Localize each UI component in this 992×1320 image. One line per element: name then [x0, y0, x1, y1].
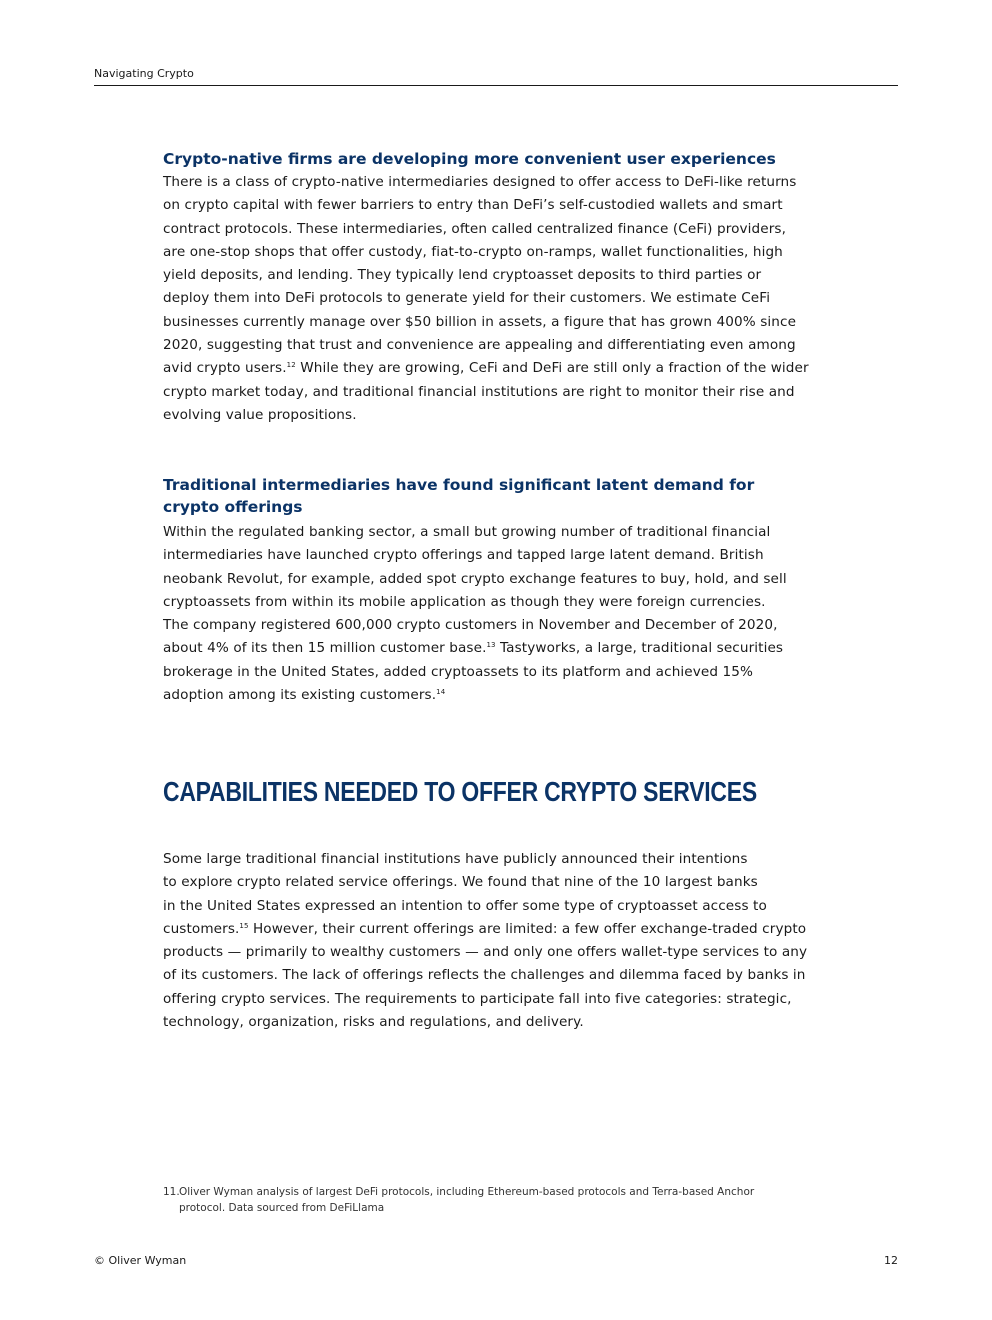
text-line [163, 684, 833, 707]
text-fragment: However, their current offerings are limited: a few offer exchange-traded crypto [248, 920, 807, 937]
running-title: Navigating Crypto [94, 67, 194, 80]
text-line: neobank Revolut, for example, added spot crypto exchange features to buy, hold, and sell [163, 570, 787, 587]
heading-line: crypto offerings [163, 498, 303, 516]
text-fragment: While they are growing, CeFi and DeFi are still only a fraction of the wider [295, 360, 809, 377]
text-line: The company registered 600,000 crypto customers in November and December of 2020, [163, 617, 778, 634]
footnote-text: Oliver Wyman analysis of largest DeFi protocols, including Ethereum-based protocols and Terra-based Anchor [179, 1186, 755, 1198]
text-line: brokerage in the United States, added cryptoassets to its platform and achieved 15% [163, 663, 754, 680]
heading-line: Traditional intermediaries have found significant latent demand for [163, 476, 755, 494]
text-line: Within the regulated banking sector, a small but growing number of traditional financial [163, 524, 771, 540]
footnote-text: protocol. Data sourced from DeFiLlama [179, 1201, 385, 1214]
text-line: technology, organization, risks and regulations, and delivery. [163, 1014, 584, 1031]
text-fragment: adoption among its existing customers. [163, 687, 437, 704]
text-fragment: customers. [163, 920, 240, 937]
text-line: evolving value propositions. [163, 406, 357, 423]
footnote-number: 11. [163, 1186, 180, 1198]
text-fragment: about 4% of its then 15 million customer base. [163, 640, 487, 657]
text-line: cryptoassets from within its mobile application as though they were foreign currencies. [163, 593, 766, 610]
text-line: products — primarily to wealthy customers — and only one offers wallet-type services to any [163, 944, 808, 961]
footnote-ref: 13 [486, 641, 496, 650]
text-line [163, 637, 833, 660]
text-line: in the United States expressed an intention to offer some type of cryptoasset access to [163, 897, 767, 914]
text-line [163, 918, 833, 941]
paragraph [163, 171, 833, 427]
text-line: yield deposits, and lending. They typically lend cryptoasset deposits to third parties or [163, 267, 762, 284]
text-line: to explore crypto related service offerings. We found that nine of the 10 largest banks [163, 874, 758, 891]
footnote-ref: 12 [286, 361, 296, 370]
text-line: offering crypto services. The requirements to participate fall into five categories: strategic, [163, 990, 792, 1007]
paragraph [163, 521, 833, 707]
footnote-ref: 14 [436, 688, 446, 697]
section-title: CAPABILITIES NEEDED TO OFFER CRYPTO SERVICES [163, 776, 757, 807]
copyright: © Oliver Wyman [94, 1254, 187, 1267]
text-line: of its customers. The lack of offerings reflects the challenges and dilemma faced by banks in [163, 967, 806, 984]
text-fragment: avid crypto users. [163, 360, 287, 377]
section-traditional-intermediaries [163, 474, 833, 707]
text-line: are one-stop shops that offer custody, fiat-to-crypto on-ramps, wallet functionalities, high [163, 243, 783, 260]
footnote-line [163, 1186, 754, 1198]
page-number: 12 [884, 1254, 898, 1267]
text-line: crypto market today, and traditional financial institutions are right to monitor their rise and [163, 383, 795, 400]
footnote-ref: 15 [239, 921, 249, 930]
text-line: 2020, suggesting that trust and convenience are appealing and differentiating even among [163, 337, 796, 354]
paragraph [163, 848, 833, 1034]
text-line: contract protocols. These intermediaries, often called centralized finance (CeFi) providers, [163, 220, 787, 237]
text-line: deploy them into DeFi protocols to generate yield for their customers. We estimate CeFi [163, 290, 771, 307]
section-heading: Crypto-native firms are developing more convenient user experiences [163, 150, 776, 168]
section-crypto-native [163, 148, 833, 427]
text-fragment: Tastyworks, a large, traditional securities [495, 640, 784, 657]
footnote [163, 1185, 803, 1216]
text-line: on crypto capital with fewer barriers to entry than DeFi’s self-custodied wallets and smart [163, 197, 783, 214]
section-heading [163, 474, 833, 518]
text-line [163, 357, 833, 380]
text-line: intermediaries have launched crypto offerings and tapped large latent demand. British [163, 547, 764, 564]
running-header [94, 66, 898, 86]
text-line: There is a class of crypto-native intermediaries designed to offer access to DeFi-like returns [163, 174, 797, 190]
section-capabilities [163, 848, 833, 1034]
text-line: businesses currently manage over $50 billion in assets, a figure that has grown 400% since [163, 313, 797, 330]
text-line: Some large traditional financial institutions have publicly announced their intentions [163, 851, 748, 867]
